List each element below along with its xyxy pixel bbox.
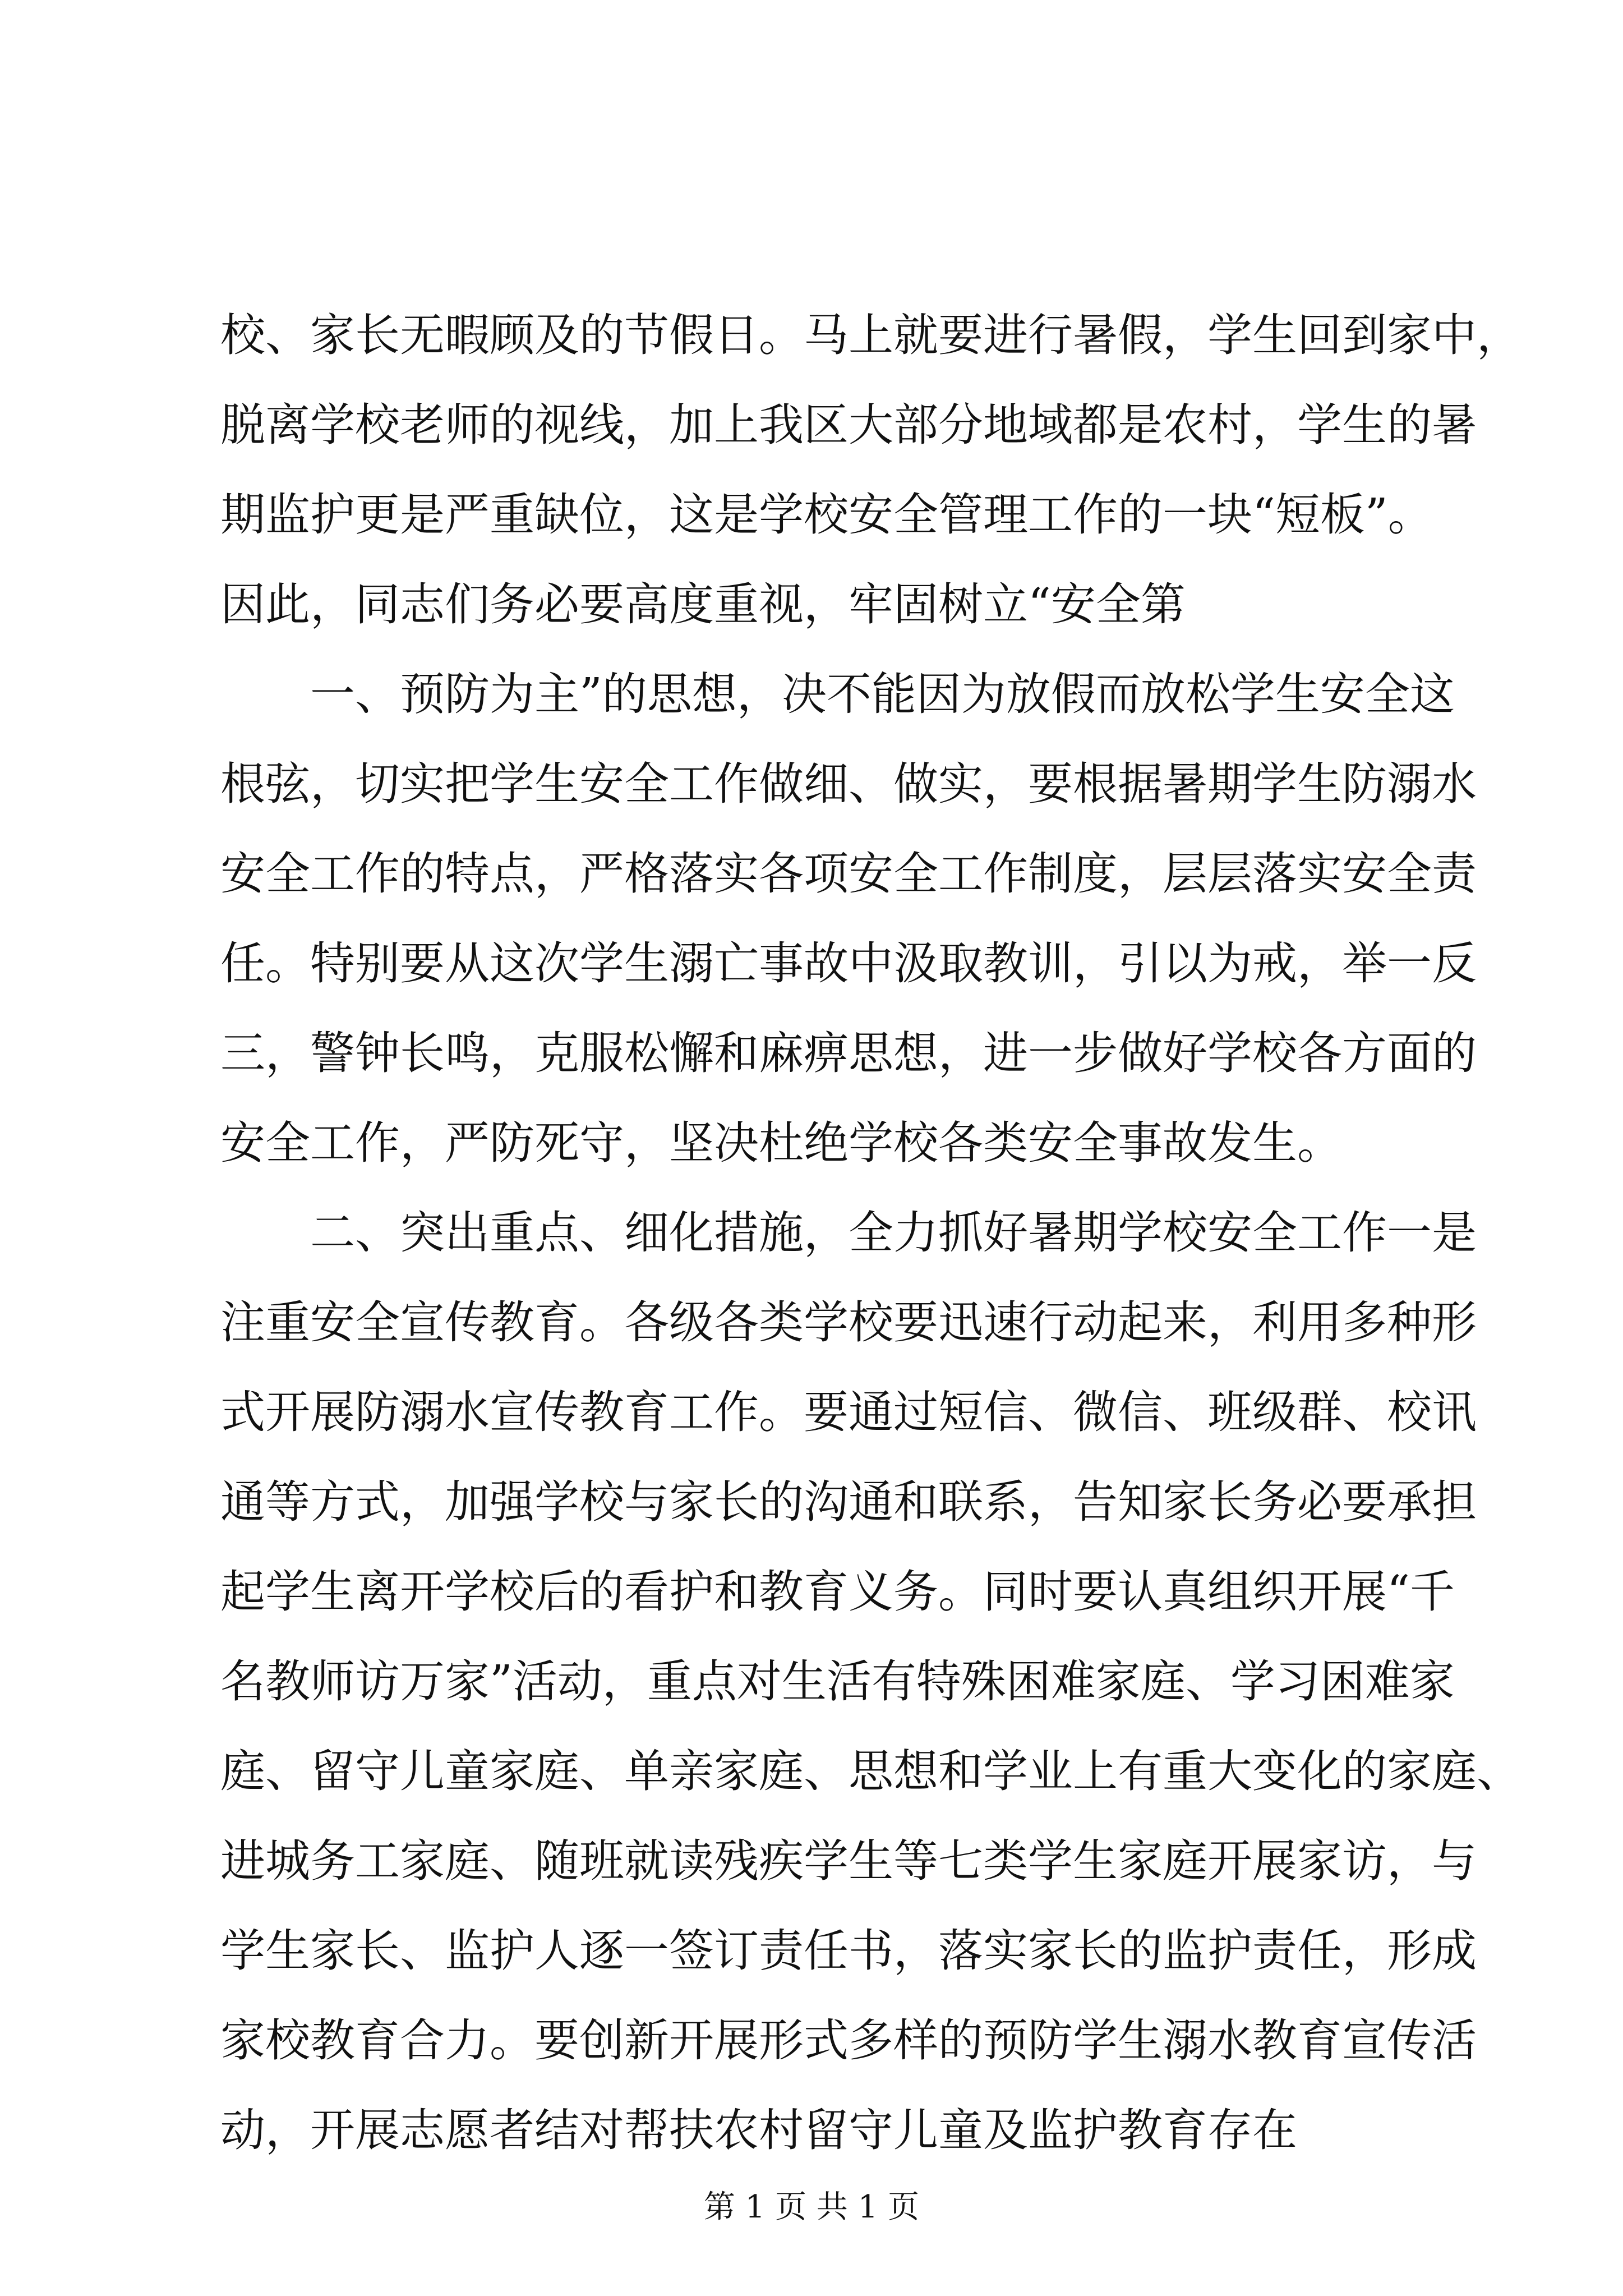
text-line: 学生家长、监护人逐一签订责任书，落实家长的监护责任，形成 [220, 1925, 1477, 1977]
text-line: 名教师访万家”活动，重点对生活有特殊困难家庭、学习困难家 [220, 1655, 1455, 1708]
text-line: 安全工作，严防死守，坚决杜绝学校各类安全事故发生。 [220, 1117, 1342, 1169]
text-line: 脱离学校老师的视线，加上我区大部分地域都是农村，学生的暑 [220, 399, 1477, 451]
text-line: 期监护更是严重缺位，这是学校安全管理工作的一块“短板”。 [220, 489, 1433, 541]
text-line: 任。特别要从这次学生溺亡事故中汲取教训，引以为戒，举一反 [220, 937, 1477, 990]
text-line: 因此，同志们务必要高度重视，牢固树立“安全第 [220, 578, 1186, 631]
text-line: 校、家长无暇顾及的节假日。马上就要进行暑假，学生回到家中， [220, 309, 1521, 361]
text-line: 起学生离开学校后的看护和教育义务。同时要认真组织开展“千 [220, 1566, 1455, 1618]
text-line: 家校教育合力。要创新开展形式多样的预防学生溺水教育宣传活 [220, 2014, 1477, 2067]
text-line: 庭、留守儿童家庭、单亲家庭、思想和学业上有重大变化的家庭、 [220, 1745, 1521, 1797]
text-line: 进城务工家庭、随班就读残疾学生等七类学生家庭开展家访，与 [220, 1835, 1477, 1887]
text-line: 三，警钟长鸣，克服松懈和麻痹思想，进一步做好学校各方面的 [220, 1027, 1477, 1079]
paragraph-first-line: 一、预防为主”的思想，决不能因为放假而放松学生安全这 [310, 668, 1455, 720]
text-line: 安全工作的特点，严格落实各项安全工作制度，层层落实安全责 [220, 848, 1477, 900]
text-line: 式开展防溺水宣传教育工作。要通过短信、微信、班级群、校讯 [220, 1386, 1477, 1438]
text-line: 动，开展志愿者结对帮扶农村留守儿童及监护教育存在 [220, 2104, 1297, 2156]
text-line: 通等方式，加强学校与家长的沟通和联系，告知家长务必要承担 [220, 1476, 1477, 1528]
page-number-footer: 第 1 页 共 1 页 [703, 2189, 920, 2225]
text-line: 根弦，切实把学生安全工作做细、做实，要根据暑期学生防溺水 [220, 758, 1477, 810]
text-line: 注重安全宣传教育。各级各类学校要迅速行动起来，利用多种形 [220, 1296, 1477, 1349]
paragraph-first-line: 二、突出重点、细化措施，全力抓好暑期学校安全工作一是 [310, 1207, 1477, 1259]
